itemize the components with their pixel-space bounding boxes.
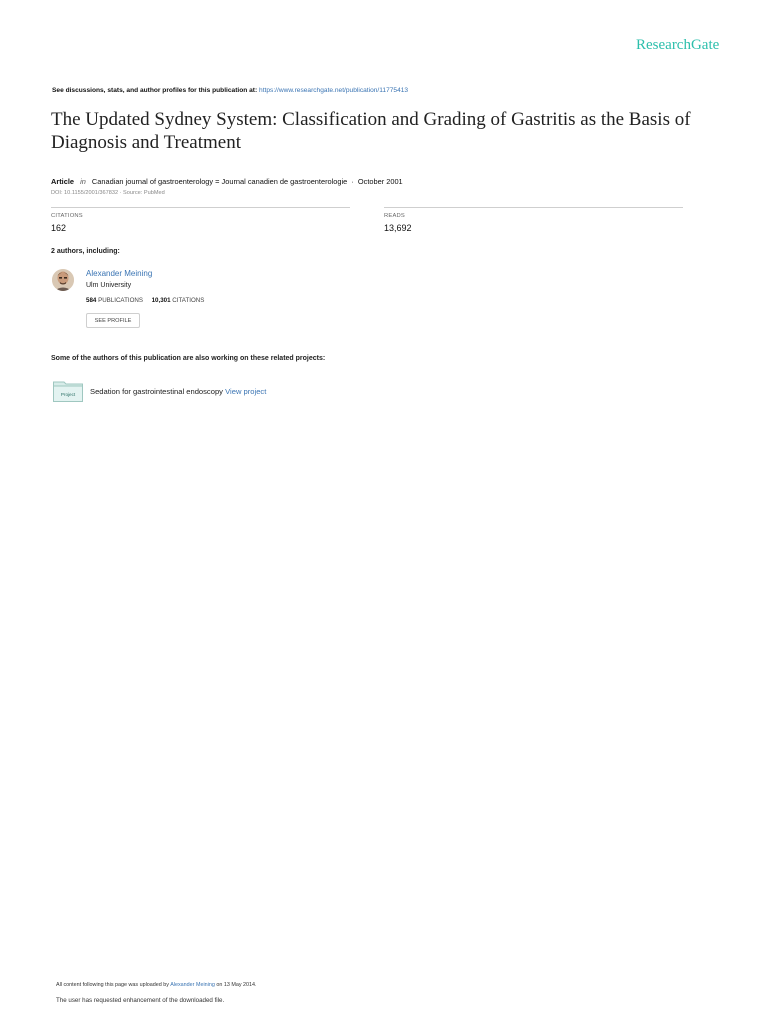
download-note: The user has requested enhancement of the downloaded file. xyxy=(56,997,225,1004)
publication-date: October 2001 xyxy=(357,177,403,186)
related-projects-heading: Some of the authors of this publication are also working on these related projects: xyxy=(51,355,326,362)
publication-source-line xyxy=(52,87,408,94)
author-citations-count: 10,301 xyxy=(151,297,171,304)
article-type: Article xyxy=(51,177,75,186)
source-intro: See discussions, stats, and author profiles for this publication at: xyxy=(52,87,258,94)
upload-footer xyxy=(56,982,257,988)
uploader-link[interactable]: Alexander Meining xyxy=(170,982,215,988)
folder-icon xyxy=(53,380,83,402)
researchgate-logo[interactable]: ResearchGate xyxy=(636,37,720,53)
authors-heading: 2 authors, including: xyxy=(51,248,120,255)
view-project-link[interactable]: View project xyxy=(225,387,267,396)
in-label: in xyxy=(80,177,86,186)
reads-divider xyxy=(384,207,683,208)
author-name-link[interactable]: Alexander Meining xyxy=(86,269,153,278)
publication-meta xyxy=(51,177,403,186)
author-stats xyxy=(86,297,204,304)
publication-title: The Updated Sydney System: Classification and Grading of Gastritis as the Basis of Diagnosis and Treatment xyxy=(51,109,691,153)
publication-url-link[interactable]: https://www.researchgate.net/publication/11775413 xyxy=(259,87,409,94)
project-icon-label: Project xyxy=(60,392,76,397)
journal-name: Canadian journal of gastroenterology = Journal canadien de gastroenterologie xyxy=(91,177,348,186)
project-folder-icon xyxy=(53,380,83,402)
citations-label: CITATIONS xyxy=(51,213,83,219)
project-name: Sedation for gastrointestinal endoscopy xyxy=(90,387,223,396)
author-citations-label: CITATIONS xyxy=(172,297,205,304)
project-entry xyxy=(90,387,266,396)
uploaded-prefix: All content following this page was uploaded by xyxy=(56,982,169,988)
reads-label: READS xyxy=(384,213,405,219)
reads-value: 13,692 xyxy=(384,223,412,233)
see-profile-button[interactable]: SEE PROFILE xyxy=(86,313,140,328)
uploaded-suffix: on 13 May 2014. xyxy=(216,982,257,988)
citations-divider xyxy=(51,207,350,208)
author-publications-count: 584 xyxy=(86,297,97,304)
doi-line: DOI: 10.1155/2001/367832 · Source: PubMed xyxy=(51,190,165,196)
author-institution: Ulm University xyxy=(86,282,132,289)
meta-separator: · xyxy=(351,177,354,186)
author-publications-label: PUBLICATIONS xyxy=(98,297,143,304)
citations-value: 162 xyxy=(51,223,67,233)
person-photo-icon xyxy=(52,269,74,291)
author-avatar[interactable] xyxy=(52,269,74,291)
